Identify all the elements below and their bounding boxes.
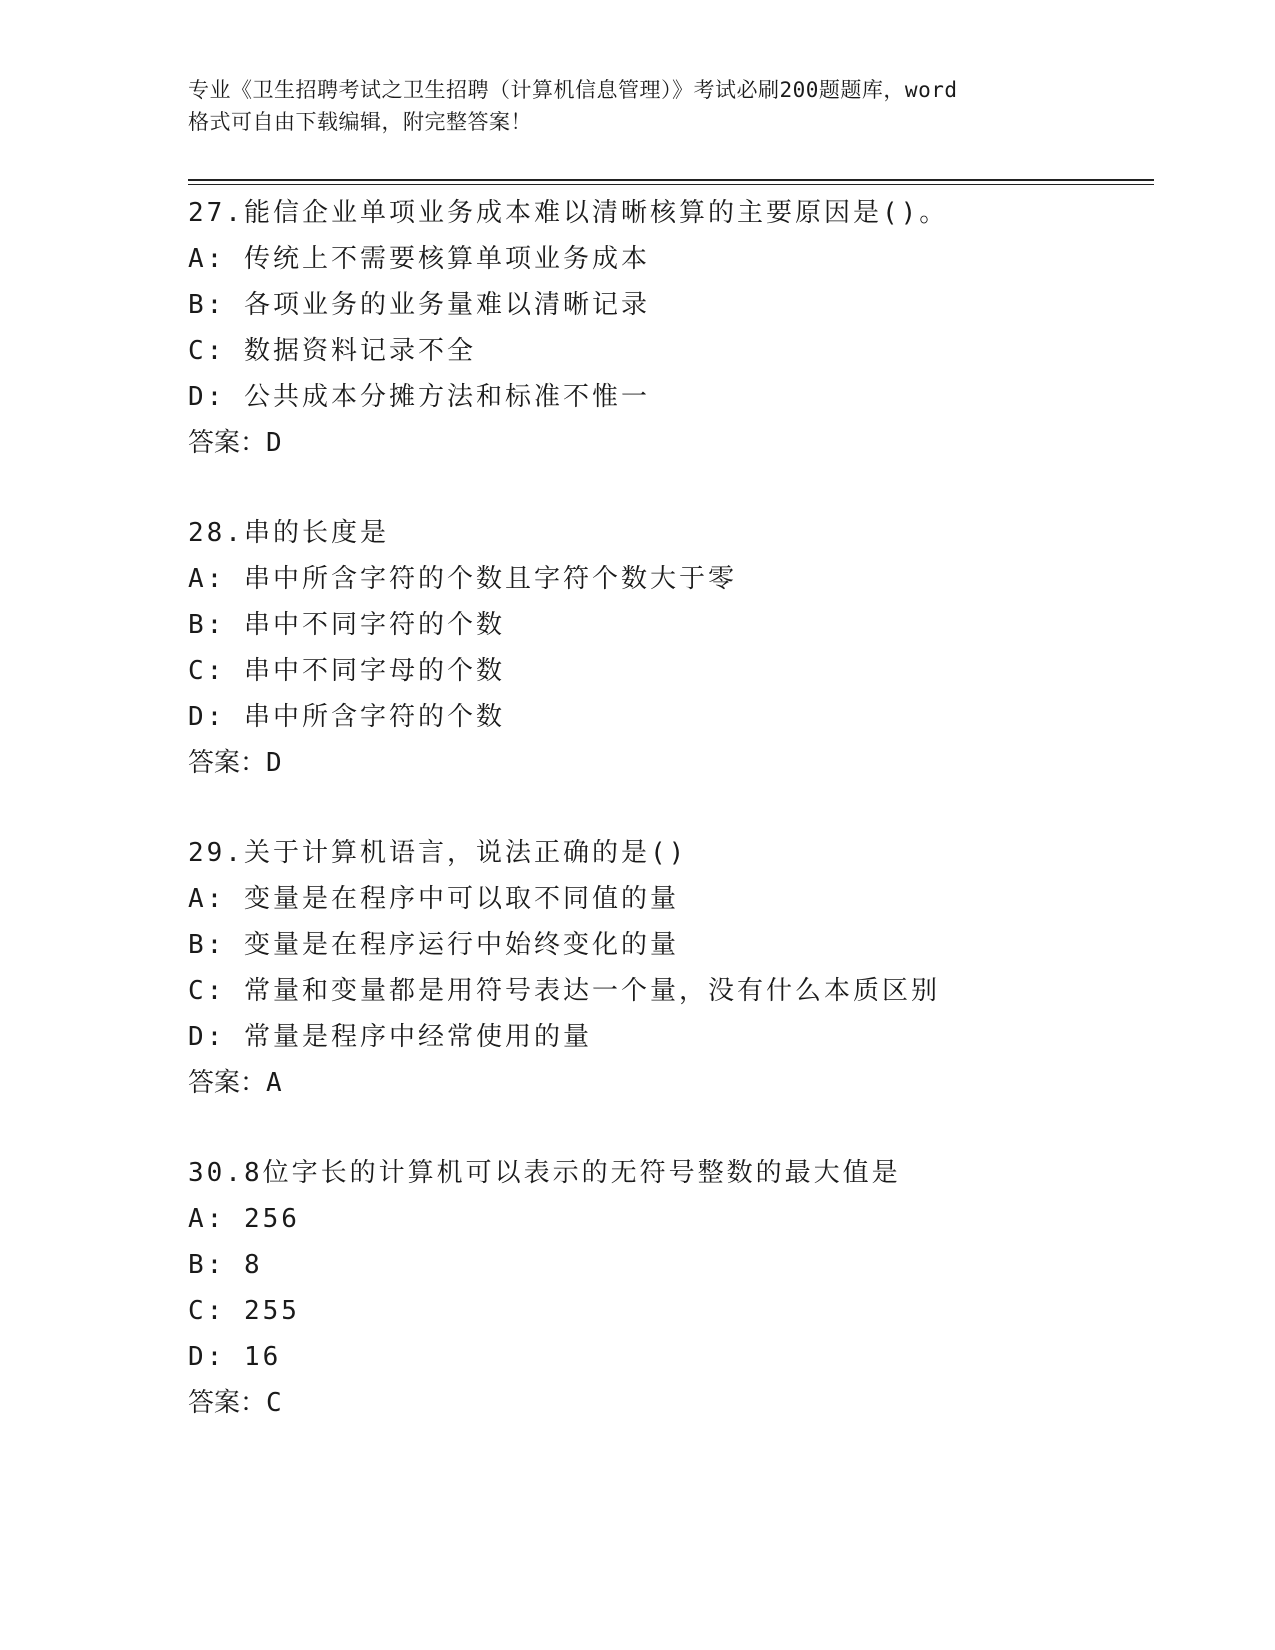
answer-line [188,740,1168,786]
answer-line [188,1060,1168,1106]
question-27 [188,190,1168,510]
answer-value: D [266,748,282,778]
answer-label: 答案： [188,1388,267,1418]
option-c: C: 串中不同字母的个数 [188,656,505,686]
answer-line [188,1380,1168,1426]
answer-value: A [266,1068,282,1098]
option-a: A: 变量是在程序中可以取不同值的量 [188,884,679,914]
option-d: D: 常量是程序中经常使用的量 [188,1022,592,1052]
header-line-2: 格式可自由下载编辑，附完整答案！ [188,110,532,134]
option-c: C: 数据资料记录不全 [188,336,476,366]
option-c: C: 常量和变量都是用符号表达一个量，没有什么本质区别 [188,976,940,1006]
option-a: A: 256 [188,1204,300,1234]
option-d: D: 16 [188,1342,282,1372]
question-29 [188,830,1168,1150]
option-c: C: 255 [188,1296,300,1326]
question-stem: 30.8位字长的计算机可以表示的无符号整数的最大值是 [188,1158,901,1188]
option-d: D: 公共成本分摊方法和标准不惟一 [188,382,650,412]
question-stem: 27.能信企业单项业务成本难以清晰核算的主要原因是()。 [188,198,949,228]
question-28 [188,510,1168,830]
question-30 [188,1150,1168,1470]
answer-label: 答案： [188,428,267,458]
answer-label: 答案： [188,1068,267,1098]
answer-value: D [266,428,282,458]
option-b: B: 各项业务的业务量难以清晰记录 [188,290,650,320]
option-b: B: 8 [188,1250,263,1280]
option-b: B: 串中不同字符的个数 [188,610,505,640]
header-line-1: 专业《卫生招聘考试之卫生招聘（计算机信息管理）》考试必刷200题题库，word [188,78,958,102]
option-b: B: 变量是在程序运行中始终变化的量 [188,930,679,960]
question-stem: 28.串的长度是 [188,518,389,548]
header-divider-thick [188,179,1154,181]
option-d: D: 串中所含字符的个数 [188,702,505,732]
answer-line [188,420,1168,466]
question-list [188,190,1168,1470]
header-divider-thin [188,184,1154,185]
option-a: A: 串中所含字符的个数且字符个数大于零 [188,564,737,594]
answer-value: C [266,1388,282,1418]
question-stem: 29.关于计算机语言，说法正确的是() [188,838,688,868]
document-header [188,74,1088,138]
option-a: A: 传统上不需要核算单项业务成本 [188,244,650,274]
answer-label: 答案： [188,748,267,778]
